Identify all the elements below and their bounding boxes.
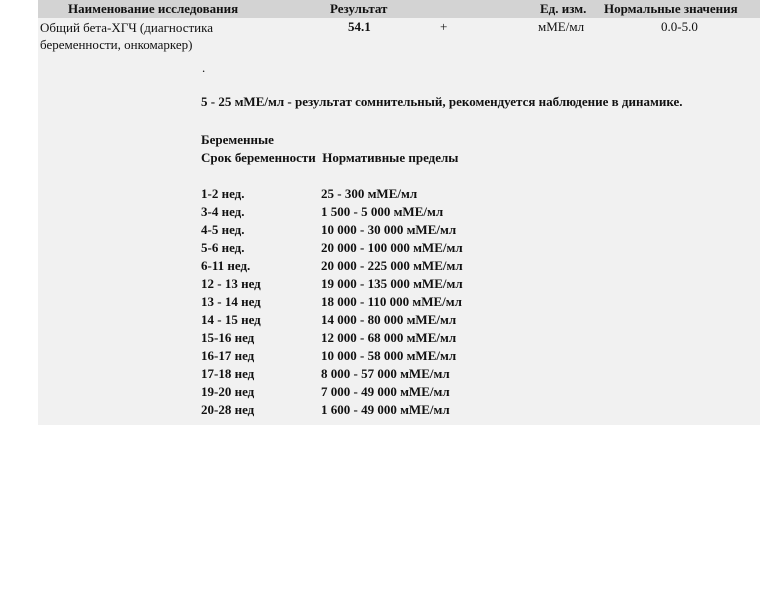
range-value: 1 600 - 49 000 мМЕ/мл bbox=[321, 402, 450, 417]
term-label: 14 - 15 нед bbox=[201, 312, 261, 327]
column-term: Срок беременности bbox=[201, 150, 316, 165]
test-name-line1: Общий бета-ХГЧ (диагностика bbox=[40, 20, 214, 35]
term-label: 20-28 нед bbox=[201, 402, 255, 417]
dot-mark: . bbox=[202, 60, 206, 75]
range-value: 14 000 - 80 000 мМЕ/мл bbox=[321, 312, 457, 327]
term-label: 12 - 13 нед bbox=[201, 276, 261, 291]
range-value: 18 000 - 110 000 мМЕ/мл bbox=[321, 294, 462, 309]
range-value: 20 000 - 100 000 мМЕ/мл bbox=[321, 240, 463, 255]
range-value: 7 000 - 49 000 мМЕ/мл bbox=[321, 384, 450, 399]
term-label: 3-4 нед. bbox=[201, 204, 245, 219]
term-label: 19-20 нед bbox=[201, 384, 255, 399]
header-unit: Ед. изм. bbox=[540, 1, 587, 16]
range-value: 25 - 300 мМЕ/мл bbox=[321, 186, 418, 201]
doubtful-result-note: 5 - 25 мМЕ/мл - результат сомнительный, рекомендуется наблюдение в динамике. bbox=[201, 94, 683, 109]
table-row bbox=[38, 18, 760, 58]
result-flag: + bbox=[440, 19, 448, 34]
range-value: 19 000 - 135 000 мМЕ/мл bbox=[321, 276, 463, 291]
test-name-line2: беременности, онкомаркер) bbox=[40, 37, 193, 52]
range-value: 12 000 - 68 000 мМЕ/мл bbox=[321, 330, 457, 345]
table-header bbox=[38, 0, 760, 18]
pregnancy-title: Беременные bbox=[201, 132, 274, 147]
range-value: 10 000 - 58 000 мМЕ/мл bbox=[321, 348, 457, 363]
result-value: 54.1 bbox=[348, 19, 371, 34]
term-label: 4-5 нед. bbox=[201, 222, 245, 237]
term-label: 16-17 нед bbox=[201, 348, 255, 363]
range-value: 10 000 - 30 000 мМЕ/мл bbox=[321, 222, 457, 237]
term-label: 15-16 нед bbox=[201, 330, 255, 345]
header-norm: Нормальные значения bbox=[604, 1, 738, 16]
range-value: 20 000 - 225 000 мМЕ/мл bbox=[321, 258, 463, 273]
result-unit: мМЕ/мл bbox=[538, 19, 585, 34]
header-name: Наименование исследования bbox=[68, 1, 239, 16]
result-norm: 0.0-5.0 bbox=[661, 19, 698, 34]
header-result: Результат bbox=[330, 1, 388, 16]
term-label: 1-2 нед. bbox=[201, 186, 245, 201]
range-value: 1 500 - 5 000 мМЕ/мл bbox=[321, 204, 444, 219]
range-value: 8 000 - 57 000 мМЕ/мл bbox=[321, 366, 450, 381]
term-label: 17-18 нед bbox=[201, 366, 255, 381]
term-label: 6-11 нед. bbox=[201, 258, 251, 273]
column-limits: Нормативные пределы bbox=[322, 150, 459, 165]
term-label: 5-6 нед. bbox=[201, 240, 245, 255]
pregnancy-column-headers bbox=[201, 150, 458, 166]
term-label: 13 - 14 нед bbox=[201, 294, 261, 309]
